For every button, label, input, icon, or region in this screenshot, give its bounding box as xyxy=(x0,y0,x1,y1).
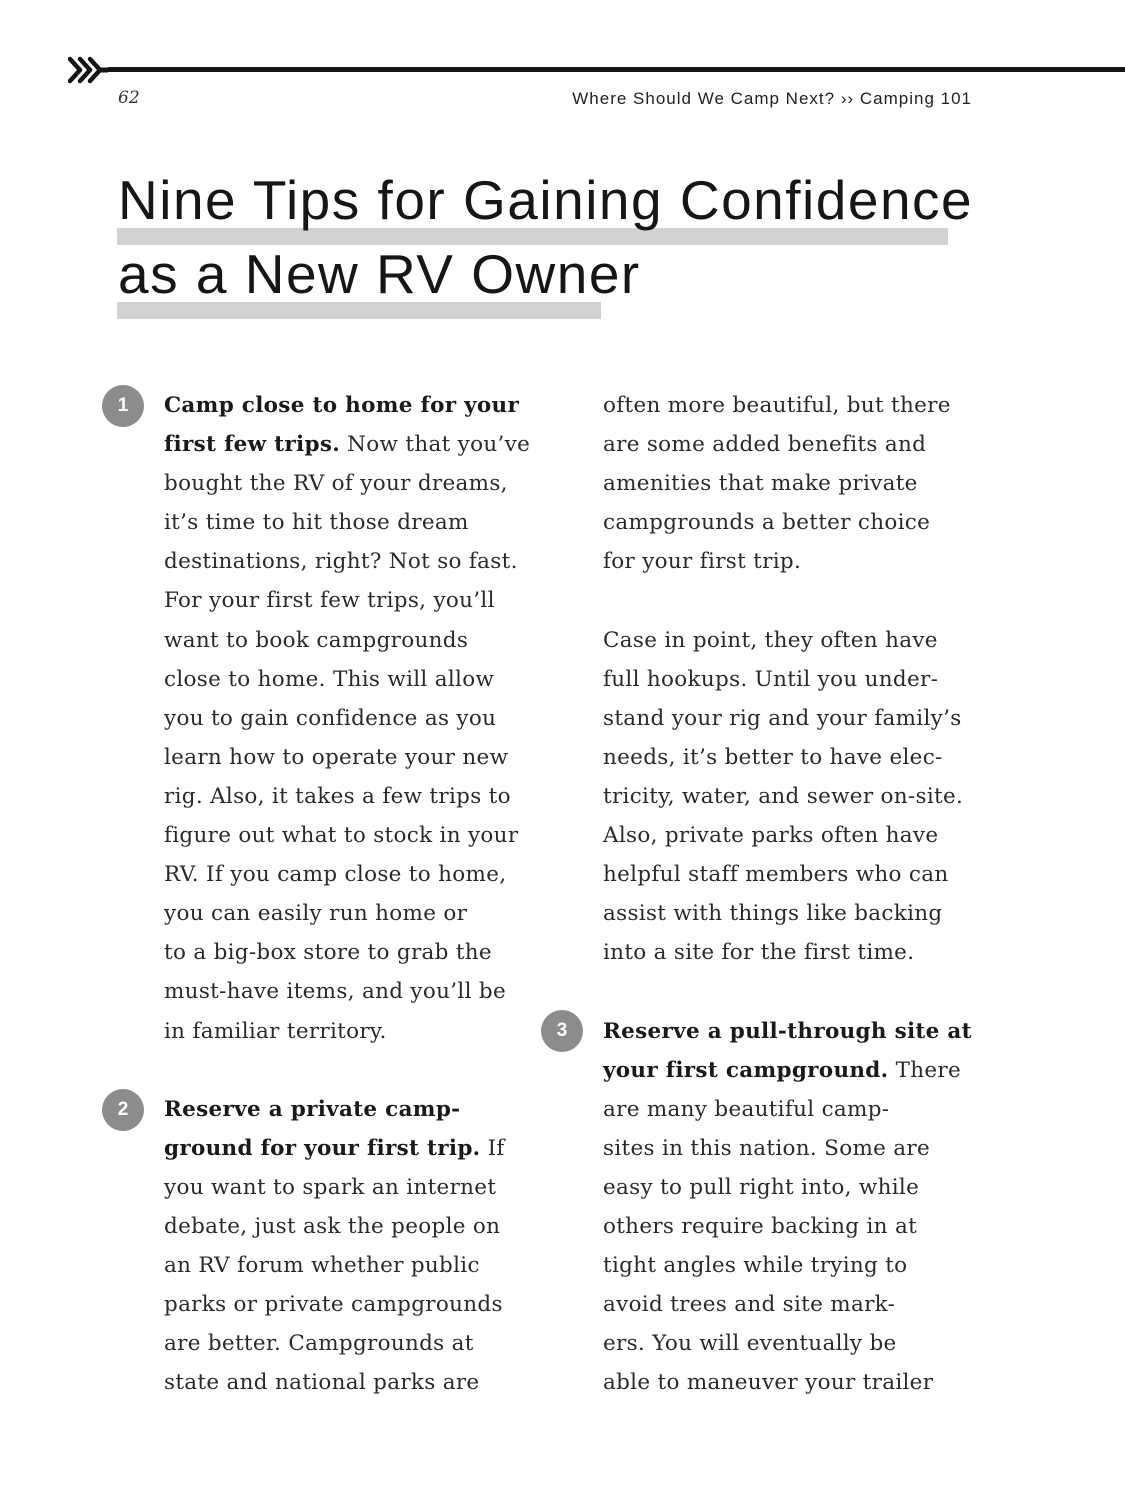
text-line xyxy=(164,1090,544,1129)
body-line: you to gain confidence as you xyxy=(164,705,497,731)
body-line: want to book campgrounds xyxy=(164,627,469,653)
page-number: 62 xyxy=(118,88,140,108)
body-line: bought the RV of your dreams, xyxy=(164,471,508,497)
body-text: There xyxy=(888,1057,961,1083)
body-line: to a big-box store to grab the xyxy=(164,940,492,966)
tip-heading: Camp close to home for your xyxy=(164,393,520,418)
body-text: If xyxy=(480,1135,505,1161)
tip-heading: your first campground. xyxy=(603,1057,889,1083)
page-title: Nine Tips for Gaining Confidence xyxy=(118,169,974,231)
tip-heading: Reserve a pull-through site at xyxy=(603,1018,972,1044)
body-line: into a site for the first time. xyxy=(603,940,915,966)
body-line: campgrounds a better choice xyxy=(603,510,931,536)
body-line: for your first trip. xyxy=(603,549,802,575)
arrow-fletching-icon xyxy=(68,55,108,85)
text-line xyxy=(603,1051,983,1090)
running-head: Where Should We Camp Next? ›› Camping 101 xyxy=(572,89,972,108)
body-line: in familiar territory. xyxy=(164,1018,387,1044)
body-line: amenities that make private xyxy=(603,471,918,497)
tip-heading: Reserve a private camp- xyxy=(164,1096,461,1122)
right-column xyxy=(603,386,983,1402)
body-line: Also, private parks often have xyxy=(603,823,939,849)
body-line: Case in point, they often have xyxy=(603,627,938,653)
body-line: close to home. This will allow xyxy=(164,666,495,692)
body-line: are many beautiful camp- xyxy=(603,1096,890,1122)
text-line xyxy=(164,1129,544,1168)
body-line: tight angles while trying to xyxy=(603,1253,908,1279)
left-column xyxy=(164,386,544,1402)
body-line: sites in this nation. Some are xyxy=(603,1135,931,1161)
body-line: needs, it’s better to have elec- xyxy=(603,744,943,770)
body-line: it’s time to hit those dream xyxy=(164,510,469,536)
body-line: avoid trees and site mark- xyxy=(603,1292,896,1318)
tip-number-badge: 3 xyxy=(541,1010,583,1052)
body-line: often more beautiful, but there xyxy=(603,393,951,418)
body-line: stand your rig and your family’s xyxy=(603,705,962,731)
body-line: parks or private campgrounds xyxy=(164,1292,503,1318)
body-line: learn how to operate your new xyxy=(164,744,509,770)
body-line: destinations, right? Not so fast. xyxy=(164,549,518,575)
body-line: must-have items, and you’ll be xyxy=(164,979,506,1005)
body-line: tricity, water, and sewer on-site. xyxy=(603,783,964,809)
body-line: debate, just ask the people on xyxy=(164,1213,501,1239)
body-line: you want to spark an internet xyxy=(164,1174,497,1200)
text-line xyxy=(603,1012,983,1051)
tip-number-badge: 1 xyxy=(102,385,144,427)
body-line: assist with things like backing xyxy=(603,901,943,927)
body-line: able to maneuver your trailer xyxy=(603,1370,934,1396)
page-title: as a New RV Owner xyxy=(118,243,641,305)
body-line: state and national parks are xyxy=(164,1370,480,1396)
body-line: are better. Campgrounds at xyxy=(164,1331,474,1357)
text-line xyxy=(164,386,544,425)
body-line: you can easily run home or xyxy=(164,901,468,927)
body-line: rig. Also, it takes a few trips to xyxy=(164,783,511,809)
body-line: RV. If you camp close to home, xyxy=(164,862,507,888)
body-line: figure out what to stock in your xyxy=(164,823,519,849)
body-line: For your first few trips, you’ll xyxy=(164,588,495,614)
tip-heading: ground for your first trip. xyxy=(164,1135,481,1161)
body-line: an RV forum whether public xyxy=(164,1253,480,1279)
tip-number-badge: 2 xyxy=(102,1089,144,1131)
body-line: are some added benefits and xyxy=(603,432,927,458)
body-line: full hookups. Until you under- xyxy=(603,666,939,692)
tip-heading: first few trips. xyxy=(164,432,341,458)
body-line: ers. You will eventually be xyxy=(603,1331,897,1357)
body-line: easy to pull right into, while xyxy=(603,1174,920,1200)
body-line: helpful staff members who can xyxy=(603,862,949,888)
header-rule xyxy=(108,67,1125,72)
text-line xyxy=(164,425,544,464)
body-text: Now that you’ve xyxy=(340,432,531,458)
body-line: others require backing in at xyxy=(603,1213,918,1239)
